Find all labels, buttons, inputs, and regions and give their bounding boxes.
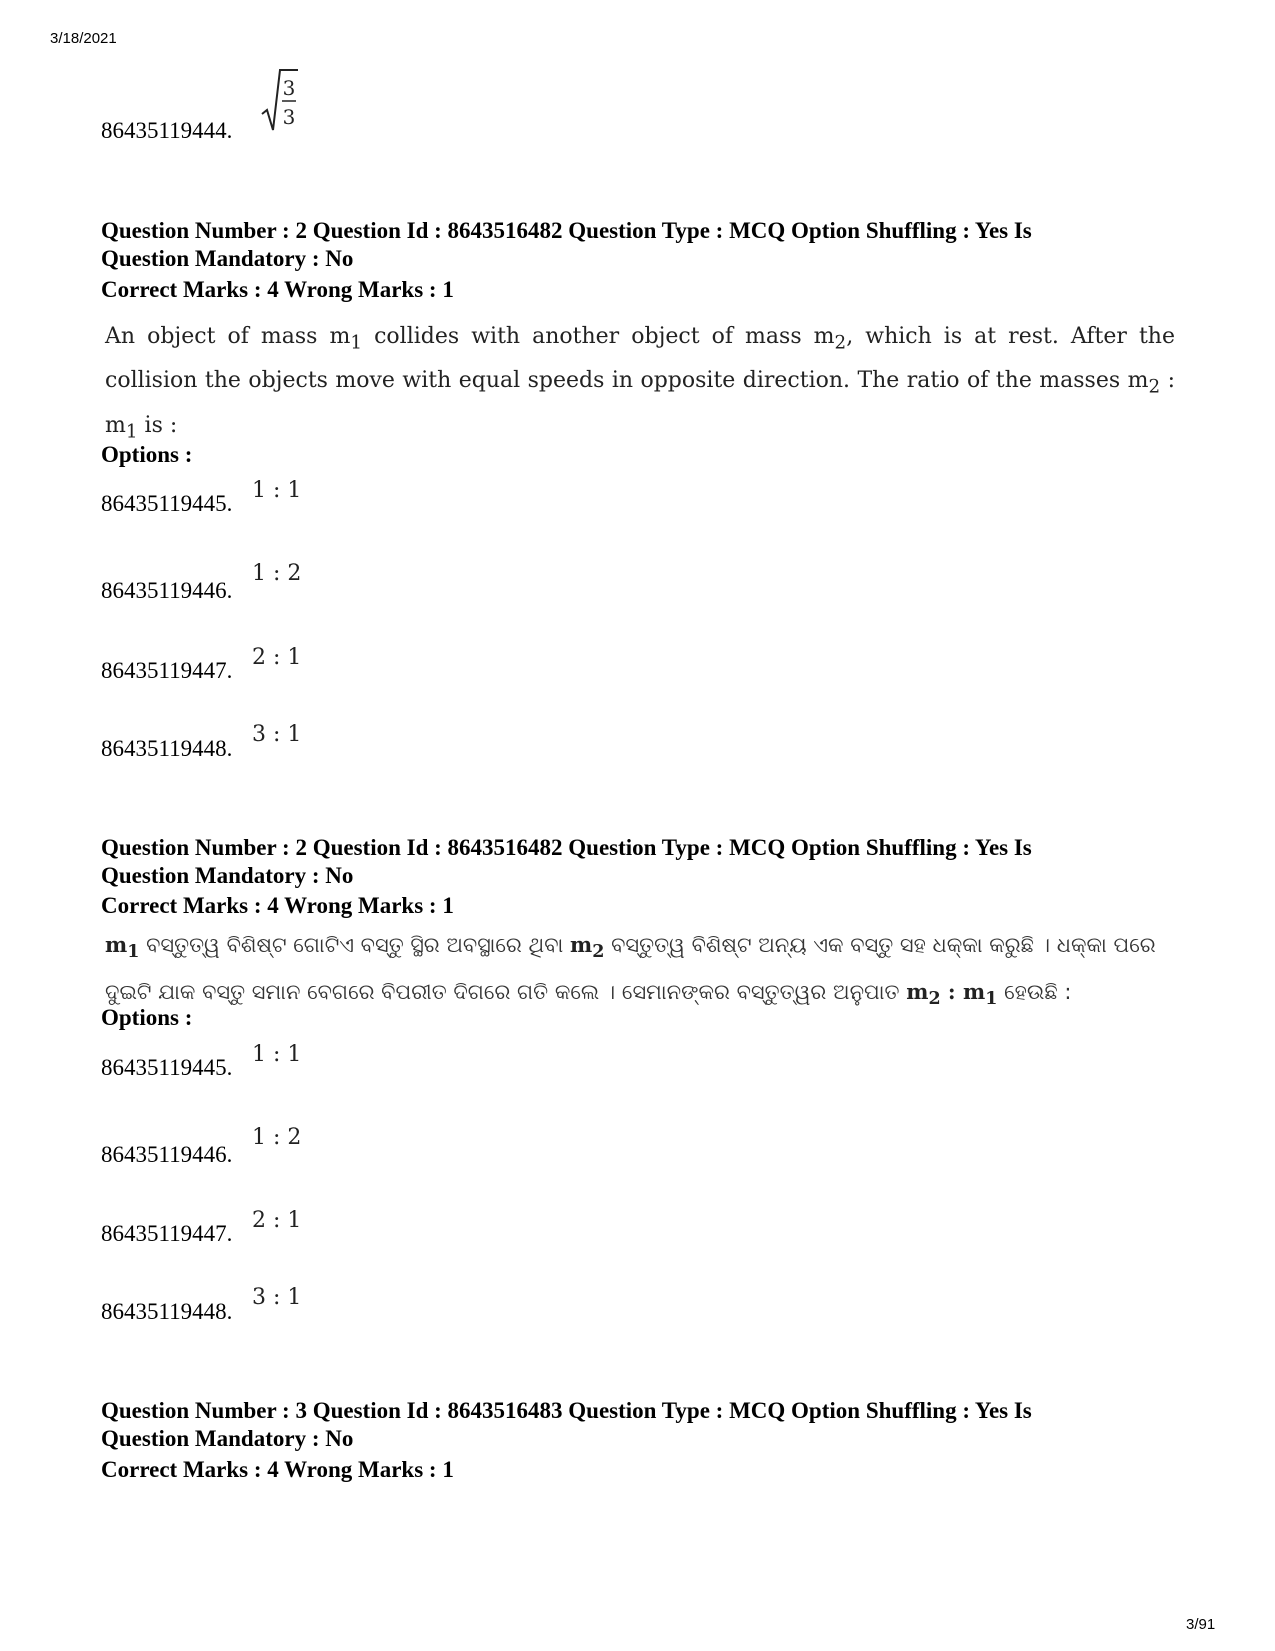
option-id: 86435119447. [101, 1221, 233, 1246]
option-id: 86435119447. [101, 658, 233, 683]
text-run: collides with another object of mass m [362, 324, 835, 349]
sqrt-fraction [260, 68, 300, 134]
math-variable: m [963, 979, 986, 1005]
question-marks: Correct Marks : 4 Wrong Marks : 1 [101, 893, 454, 918]
question-header [101, 834, 1191, 890]
subscript: 1 [125, 421, 138, 443]
option-value: 1 : 1 [252, 1042, 302, 1067]
question-marks: Correct Marks : 4 Wrong Marks : 1 [101, 1457, 454, 1482]
option-id: 86435119446. [101, 578, 233, 603]
text-run: ବସ୍ତୁତ୍ୱ ବିଶିଷ୍ଟ ଅନ୍ୟ ଏକ ବସ୍ତୁ ସହ ଧକ୍କା କରୁଛି । ଧକ୍କା ପରେ ଦୁଇଟି ଯାକ ବସ୍ତୁ ସମାନ ବେଗରେ ବିପରୀତ ଦିଗରେ ଗତି କଲେ । ସେମାନଙ୍କର ବସ୍ତୁତ୍ୱର ଅନୁପାତ [105, 933, 1156, 1005]
question-header-line: Question Mandatory : No [101, 246, 354, 271]
question-header-line: Question Number : 2 Question Id : 8643516482 Question Type : MCQ Option Shuffling : Yes Is [101, 835, 1032, 860]
text-run: ବସ୍ତୁତ୍ୱ ବିଶିଷ୍ଟ ଗୋଟିଏ ବସ୍ତୁ ସ୍ଥିର ଅବସ୍ଥାରେ ଥିବା [139, 933, 570, 957]
option-value: 2 : 1 [252, 1208, 302, 1233]
option-id: 86435119445. [101, 1055, 233, 1080]
options-label: Options : [101, 442, 193, 467]
text-run: is : [137, 412, 178, 438]
subscript: 1 [127, 942, 140, 963]
option-id: 86435119444. [101, 118, 233, 143]
text-run: ହେଉଛି : [997, 980, 1072, 1005]
subscript: 2 [1148, 376, 1161, 398]
question-header [101, 217, 1191, 273]
text-run: An object of mass m [105, 324, 351, 349]
option-value: 1 : 2 [252, 561, 302, 586]
option-id: 86435119446. [101, 1142, 233, 1167]
option-value: 2 : 1 [252, 645, 302, 670]
option-id: 86435119448. [101, 1299, 233, 1324]
question-header-line: Question Number : 2 Question Id : 8643516482 Question Type : MCQ Option Shuffling : Yes Is [101, 218, 1032, 243]
fraction-numerator: 3 [282, 76, 296, 100]
option-value: 1 : 1 [252, 478, 302, 503]
question-header-line: Question Number : 3 Question Id : 8643516483 Question Type : MCQ Option Shuffling : Yes Is [101, 1398, 1032, 1423]
math-variable: m [105, 932, 128, 957]
page-number: 3/91 [1186, 1616, 1216, 1633]
print-date: 3/18/2021 [50, 30, 117, 47]
option-value: 1 : 2 [252, 1125, 302, 1150]
math-variable: m [906, 979, 929, 1005]
text-run: , which is at rest. After the collision the objects move with equal speeds in opposite direction. The ratio of the masses m [105, 324, 1175, 394]
subscript: 1 [985, 989, 998, 1010]
text-run: : m [105, 368, 1175, 438]
option-value: 3 : 1 [252, 722, 302, 747]
options-label: Options : [101, 1005, 193, 1030]
question-header-line: Question Mandatory : No [101, 863, 354, 888]
option-id: 86435119448. [101, 736, 233, 761]
option-value: 3 : 1 [252, 1285, 302, 1310]
subscript: 2 [834, 332, 847, 354]
question-header [101, 1397, 1191, 1453]
option-id: 86435119445. [101, 491, 233, 516]
text-run: : [940, 979, 963, 1005]
question-header-line: Question Mandatory : No [101, 1426, 354, 1451]
question-text [105, 318, 1175, 451]
subscript: 1 [350, 332, 363, 354]
subscript: 2 [928, 989, 941, 1010]
math-variable: m [569, 932, 593, 957]
question-marks: Correct Marks : 4 Wrong Marks : 1 [101, 277, 454, 302]
question-text-odia [105, 925, 1185, 1019]
subscript: 2 [592, 942, 605, 963]
fraction-denominator: 3 [282, 105, 296, 129]
